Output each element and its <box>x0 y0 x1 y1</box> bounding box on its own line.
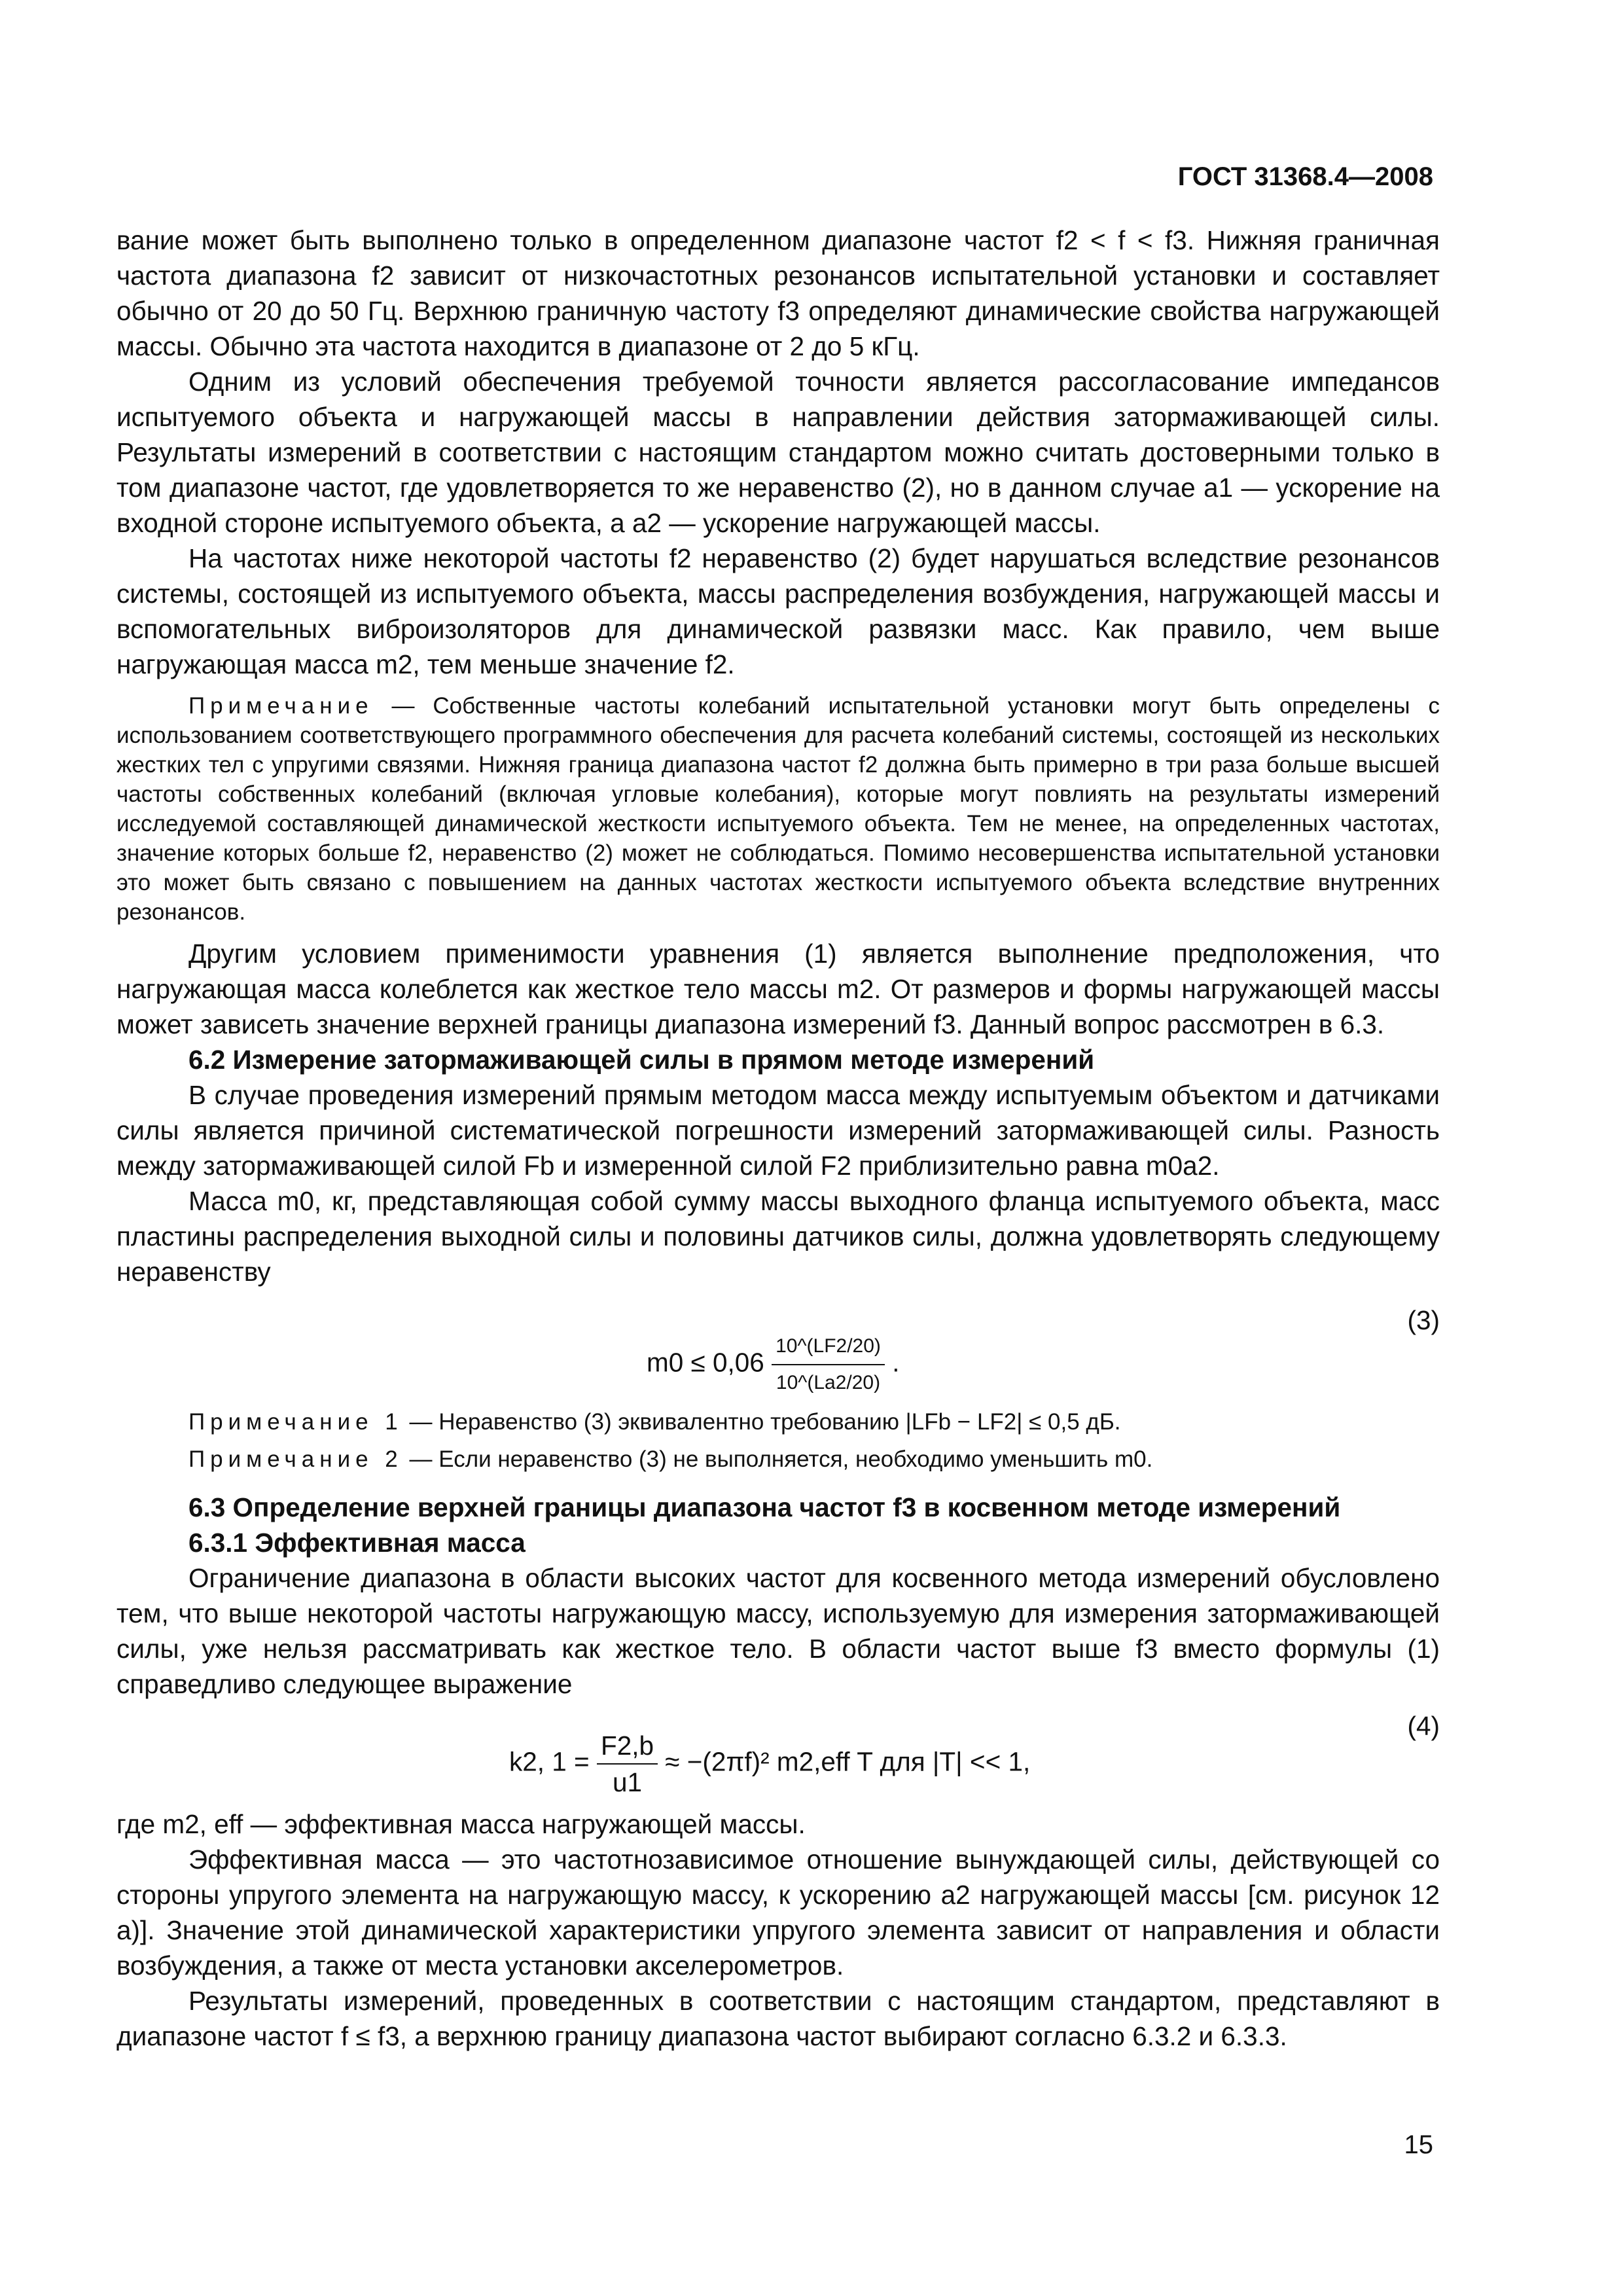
note-1 <box>116 1407 1440 1437</box>
note-2-label: Примечание 2 <box>188 1446 403 1472</box>
equation-3-fraction <box>772 1329 885 1401</box>
paragraph-2: Одним из условий обеспечения требуемой точности является рассогласование импедансов испытуемого объекта и нагружающей массы в направлении действия затормаживающей силы. Результаты измерений в соответствии с настоящим стандартом можно считать достоверными только в том диапазоне частот, где удовлетворяется то же неравенство (2), но в данном случае a1 — ускорение на входной стороне испытуемого объекта, а a2 — ускорение нагружающей массы. <box>116 367 1440 538</box>
equation-4-lhs: k2, 1 = <box>509 1746 590 1777</box>
note-text: — Собственные частоты колебаний испытательной установки могут быть определены с использованием соответствующего программного обеспечения для расчета колебаний системы, состоящей из нескольких жестких тел с упругими связями. Нижняя граница диапазона частот f2 должна быть примерно в три раза больше высшей частоты собственных колебаний (включая угловые колебания), которые могут повлиять на результаты измерений исследуемой составляющей динамической жесткости испытуемого объекта. Тем не менее, на определенных частотах, значение которых больше f2, неравенство (2) может не соблюдаться. Помимо несовершенства испытательной установки это может быть связано с повышением на данных частотах жесткости испытуемого объекта вследствие внутренних резонансов. <box>116 693 1440 925</box>
note-label: Примечание <box>188 693 374 719</box>
document-header: ГОСТ 31368.4—2008 <box>1177 162 1433 191</box>
note-2-text: — Если неравенство (3) не выполняется, необходимо уменьшить m0. <box>409 1446 1153 1472</box>
equation-4-fraction <box>597 1728 658 1800</box>
paragraph-5: В случае проведения измерений прямым методом масса между испытуемым объектом и датчиками силы является причиной систематической погрешности измерений затормаживающей силы. Разность между затормаживающей силой Fb и измеренной силой F2 приблизительно равна m0a2. <box>116 1080 1440 1181</box>
equation-3-denominator: 10^(La2/20) <box>776 1372 881 1393</box>
paragraph-9: Эффективная масса — это частотнозависимое отношение вынуждающей силы, действующей со стороны упругого элемента на нагружающую массу, к ускорению a2 нагружающей массы [см. рисунок 12 а)]. Значение этой динамической характеристики упругого элемента зависит от направления и области возбуждения, а также от места установки акселерометров. <box>116 1844 1440 1981</box>
page-number: 15 <box>1404 2130 1433 2159</box>
note <box>116 691 1440 927</box>
paragraph-10: Результаты измерений, проведенных в соответствии с настоящим стандартом, представляют в диапазоне частот f ≤ f3, а верхнюю границу диапазона частот выбирают согласно 6.3.2 и 6.3.3. <box>116 1986 1440 2051</box>
equation-4-numerator: F2,b <box>597 1728 658 1765</box>
paragraph-8: где m2, eff — эффективная масса нагружающей массы. <box>116 1809 806 1839</box>
paragraph-1: вание может быть выполнено только в определенном диапазоне частот f2 < f < f3. Нижняя граничная частота диапазона f2 зависит от низкочастотных резонансов испытательной установки и составляет обычно от 20 до 50 Гц. Верхнюю граничную частоту f3 определяют динамические свойства нагружающей массы. Обычно эта частота находится в диапазоне от 2 до 5 кГц. <box>116 225 1440 361</box>
equation-4-number: (4) <box>1407 1711 1440 1741</box>
section-heading-6-3: 6.3 Определение верхней границы диапазона частот f3 в косвенном методе измерений <box>188 1492 1341 1522</box>
equation-3-numerator: 10^(LF2/20) <box>772 1329 885 1365</box>
equation-3-number: (3) <box>1407 1305 1440 1335</box>
note-1-label: Примечание 1 <box>188 1409 403 1435</box>
paragraph-4: Другим условием применимости уравнения (1) является выполнение предположения, что нагружающая масса колеблется как жесткое тело массы m2. От размеров и формы нагружающей массы может зависеть значение верхней границы диапазона измерений f3. Данный вопрос рассмотрен в 6.3. <box>116 939 1440 1039</box>
section-heading-6-3-1: 6.3.1 Эффективная масса <box>188 1528 526 1558</box>
paragraph-7: Ограничение диапазона в области высоких частот для косвенного метода измерений обусловлено тем, что выше некоторой частоты нагружающую массу, используемую для измерения затормаживающей силы, уже нельзя рассматривать как жесткое тело. В области частот выше f3 вместо формулы (1) справедливо следующее выражение <box>116 1563 1440 1699</box>
equation-3 <box>116 1302 1440 1394</box>
equation-3-lhs: m0 ≤ 0,06 <box>647 1347 764 1378</box>
paragraph-6: Масса m0, кг, представляющая собой сумму массы выходного фланца испытуемого объекта, масс пластины распределения выходной силы и половины датчиков силы, должна удовлетворять следующему неравенству <box>116 1186 1440 1287</box>
note-2 <box>116 1444 1440 1474</box>
note-1-text: — Неравенство (3) эквивалентно требованию |LFb − LF2| ≤ 0,5 дБ. <box>409 1409 1121 1435</box>
equation-3-tail: . <box>892 1347 900 1378</box>
paragraph-3: На частотах ниже некоторой частоты f2 неравенство (2) будет нарушаться вследствие резонансов системы, состоящей из испытуемого объекта, массы распределения возбуждения, нагружающей массы и вспомогательных виброизоляторов для динамической развязки масс. Как правило, чем выше нагружающая масса m2, тем меньше значение f2. <box>116 543 1440 679</box>
equation-4 <box>116 1708 1440 1800</box>
equation-4-rhs: ≈ −(2πf)² m2,eff T для |T| << 1, <box>665 1746 1031 1777</box>
equation-4-denominator: u1 <box>612 1767 643 1797</box>
document-body <box>116 223 1440 2054</box>
section-heading-6-2: 6.2 Измерение затормаживающей силы в прямом методе измерений <box>188 1045 1095 1075</box>
